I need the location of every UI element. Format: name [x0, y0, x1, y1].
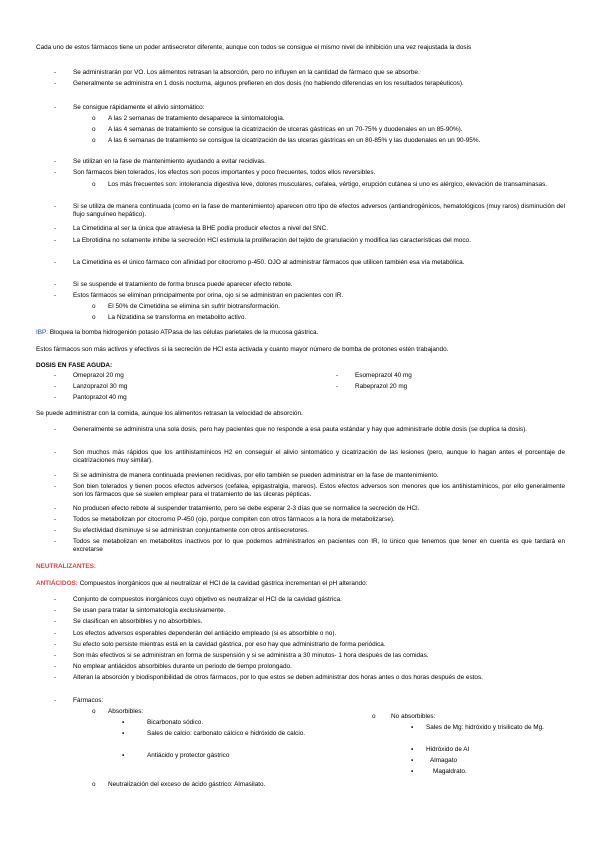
- dose-item-text: Rabeprazol 20 mg: [355, 383, 408, 390]
- sub-bullet: o: [92, 181, 96, 188]
- absorbibles-title: Absorbibles:: [108, 708, 144, 715]
- square-bullet: ▪: [411, 724, 414, 731]
- square-bullet: ▪: [122, 752, 125, 759]
- sub-item: A las 6 semanas de tratamiento se consigue la cicatrización de las ulceras gástricas en un 80-85% y las duodenales en un 90-95%.: [108, 137, 481, 144]
- no-absorbible-item: Hidróxido de Al: [426, 746, 469, 753]
- intro-paragraph: Cada uno de estos fármacos tiene un poder antisecretor diferente, aunque con todos se consigue el mismo nivel de inhibición una vez reajustada la dosis: [36, 44, 472, 51]
- sub-bullet: o: [372, 713, 376, 720]
- dose-item: -: [336, 372, 339, 379]
- no-absorbibles-title: No absorbibles:: [391, 713, 436, 720]
- sub-bullet: o: [92, 781, 96, 788]
- ibp-comida-paragraph: Se puede administrar con la comida, aunque los alimentos retrasan la velocidad de absorción.: [36, 410, 303, 417]
- sub-bullet: o: [92, 708, 96, 715]
- dose-item-text: Esomeprazol 40 mg: [355, 372, 412, 379]
- sub-bullet: o: [92, 303, 96, 310]
- sub-item: A las 2 semanas de tratamiento desaparece la sintomatología.: [108, 115, 285, 122]
- absorbible-item: Bicarbonato sódico.: [147, 719, 204, 726]
- square-bullet: ▪: [122, 719, 125, 726]
- antiacidos-heading: ANTIÁCIDOS: Compuestos inorgánicos que al neutralizar el HCl de la cavidad gástrica incrementan el pH alterando:: [36, 580, 368, 587]
- document-page: Cada uno de estos fármacos tiene un poder antisecretor diferente, aunque con todos se consigue el mismo nivel de inhibición una vez reajustada la dosis - Se administrarán por VO. Los alimentos retrasan la absorción, pero no influyen en la cantidad de fármaco que se absorbe. - Generalmente se administra en 1 dosis nocturna, algunos prefieren en dos dosis (no habiendo diferencias en los resultados terapéuticos). - Se consigue rápidamente el alivio sintomático: o A las 2 semanas de tratamiento desaparece la sintomatología. o A las 4 semanas de tratamiento se consigue la cicatrización de ulceras gástricas en un 70-75% y duodenales en un 85-90%). o A las 6 semanas de tratamiento se consigue la cicatrización de las ulceras gástricas en un 80-85% y las duodenales en un 90-95%. - Se utilizan en la fase de mantenimiento ayudando a evitar recidivas. - Son fármacos bien tolerados, los efectos son pocos importantes y poco frecuentes, todos ellos reversibles. o Los más frecuentes son: intolerancia digestiva leve, dolores musculares, cefalea, vértigo, erupción cutánea si uno es alérgico, elevación de transaminasas. - Si se utiliza de manera continuada (como en la fase de mantenimiento) aparecen otro tipo de efectos adversos (antiandrogénicos, hematológicos (muy raros) disminución del flujo sanguíneo hepático). - La Cimetidina aI ser la única que atraviesa la BHE podía producir efectos a nivel del SNC. - La Ebrotidina no solamente inhibe la secreción HCl estimula la proliferación del tejido de granulación y modifica las características del moco. - La Cimetidina es el único fármaco con afinidad por citocromo p-450. OJO al administrar fármacos que utilicen también esa vía metabólica. - Si se suspende el tratamiento de forma brusca puede aparecer efecto rebote. - Estos fármacos se eliminan principalmente por orina, ojo si se administran en pacientes con IR. o El 50% de Cimetidina se elimina sin sufrir biotransformación. o La Nizatidina se transforma en metabolito activo. IBP: Bloquea la bomba hidrogenión potasio ATPasa de las células parietales de la mucosa gástrica. Estos fármacos son más activos y efectivos si la secreción de HCl esta activada y cuanto mayor número de bomba de protones estén trabajando. DOSIS EN FASE AGUDA: - Omeprazol 20 mg - Lanzoprazol 30 mg - Pantoprazol 40 mg - Esomeprazol 40 mg - Rabeprazol 20 mg Se puede administrar con la comida, aunque los alimentos retrasan la velocidad de absorción. - Generalmente se administra una sola dosis, pero hay pacientes que no responde a esa pauta estándar y hay que administrarle doble dosis (se duplica la dosis). - Son muchos más rápidos que los antihistamínicos H2 en conseguir el alivio sintomático y cicatrización de las lesiones (pero, aunque lo hagan antes el porcentaje de cicatrizaciones muy similar). - Si se administra de manera continuada previenen recidivas, por ello también se pueden administrar en la fase de mantenimiento. - Son bien tolerados y tienen pocos efectos adversos (cefalea, epigastralgia, mareos). Estos efectos adversos son menores que los antihistamínicos, por ello generalmente son los fármacos que se suelen emplear para el tratamiento de las úlceras pépticas. - No producen efecto rebote al suspender tratamiento, pero se debe esperar 2-3 días que se normalice la secreción de HCl. - Todos se metabolizan por citocromo P-450 (ojo, porque compiten con otros fármacos a la hora de metabolizarse). - Su efectividad disminuye si se administran conjuntamente con otros antisecretores. - Todos se metabolizan en metabolitos inactivos por lo que podemos administrarlos en pacientes con IR, lo único que tenemos que tener en cuenta es que tardará en excretarse NEUTRALIZANTES: ANTIÁCIDOS: Compuestos inorgánicos que al neutralizar el HCl de la cavidad gástrica incrementan el pH alterando: - Conjunto de compuestos inorgánicos cuyo objetivo es neutralizar el HCl de la cavidad gástrica. - Se usan para tratar la sintomatología exclusivamente. - Se clasifican en absorbibles y no absorbibles. - Los efectos adversos esperables dependerán del antiácido empleado (si es absorbible o no). - Su efecto solo persiste mientras está en la cavidad gástrica, por eso hay que administrarlo de forma periódica. - Son más efectivos si se administran en forma de suspensión y si se administra a 30 minutos- 1 hora después de las comidas. - No emplear antiácidos absorbibles durante un periodo de tiempo prolongado. - Alteran la absorción y biodisponibilidad de otros fármacos, por lo que estos se deben administrar dos horas antes o dos horas después de estos. - Fármacos: o Absorbibles: ▪ Bicarbonato sódico. ▪ Sales de calcio: carbonato cálcico e hidróxido de calcio. ▪ Antiácido y protector gástrico o No absorbibles: ▪ Sales de Mg: hidróxido y trisilicato de Mg. ▪ Hidróxido de Al ▪ Almagato ▪ Magaldrato. o Neutralización del exceso de ácido gástrico: Almasilato.: [0, 0, 600, 848]
- ibp-heading: IBP: Bloquea la bomba hidrogenión potasio ATPasa de las células parietales de la mucosa gástrica.: [36, 329, 319, 336]
- dosis-title: DOSIS EN FASE AGUDA:: [36, 362, 113, 369]
- no-absorbible-item: Magaldrato.: [433, 768, 467, 775]
- sub-item: La Nizatidina se transforma en metabolito activo.: [108, 314, 247, 321]
- square-bullet: ▪: [122, 730, 125, 737]
- square-bullet: ▪: [411, 746, 414, 753]
- sub-bullet: o: [92, 314, 96, 321]
- dose-item: -: [336, 383, 339, 390]
- square-bullet: ▪: [411, 768, 414, 775]
- absorbible-item: Antiácido y protector gástrico: [147, 752, 230, 759]
- square-bullet: ▪: [411, 757, 414, 764]
- sub-item: A las 4 semanas de tratamiento se consigue la cicatrización de ulceras gástricas en un 70-75% y duodenales en un 85-90%).: [108, 126, 463, 133]
- sub-item: Los más frecuentes son: intolerancia digestiva leve, dolores musculares, cefalea, vértigo, erupción cutánea si uno es alérgico, elevación de transaminasas.: [108, 181, 548, 188]
- neutralizantes-title: NEUTRALIZANTES:: [36, 563, 96, 570]
- ibp-paragraph: Estos fármacos son más activos y efectivos si la secreción de HCl esta activada y cuanto mayor número de bomba de protones estén trabajando.: [36, 346, 449, 353]
- neutralizacion-item: Neutralización del exceso de ácido gástrico: Almasilato.: [108, 781, 266, 788]
- sub-bullet: o: [92, 115, 96, 122]
- no-absorbible-item: Sales de Mg: hidróxido y trisilicato de Mg.: [426, 724, 544, 731]
- sub-bullet: o: [92, 137, 96, 144]
- sub-item: El 50% de Cimetidina se elimina sin sufrir biotransformación.: [108, 303, 280, 310]
- sub-bullet: o: [92, 126, 96, 133]
- no-absorbible-item: Almagato: [430, 757, 457, 764]
- absorbible-item: Sales de calcio: carbonato cálcico e hidróxido de calcio.: [147, 730, 306, 737]
